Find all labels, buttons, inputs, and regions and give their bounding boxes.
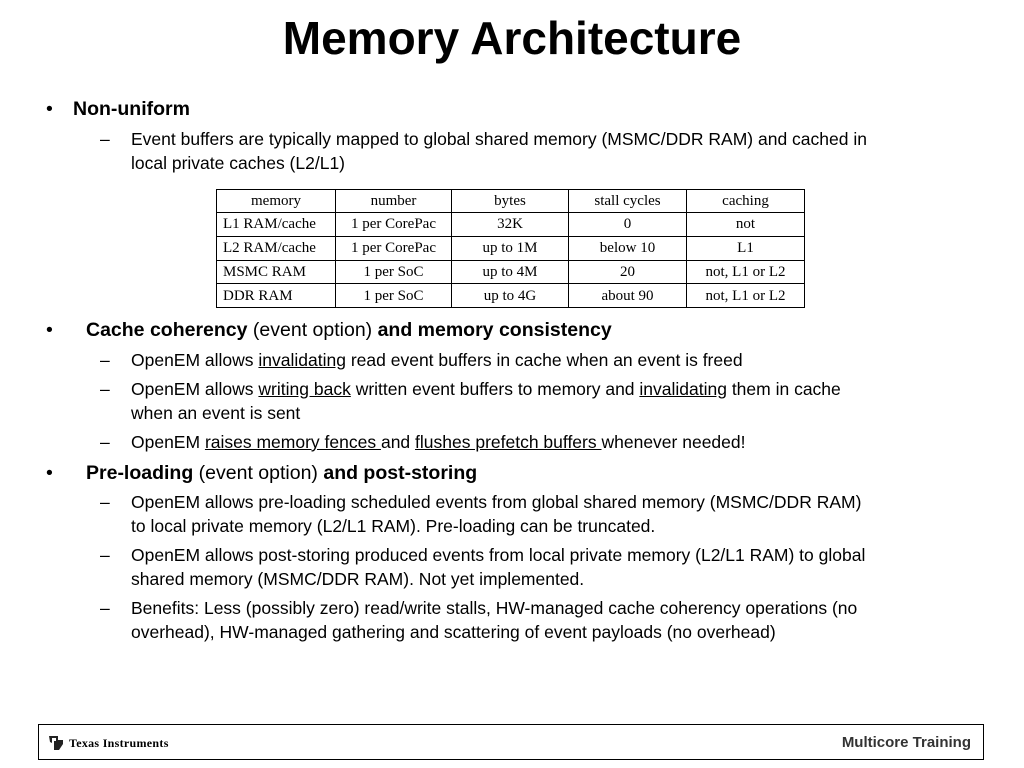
table-cell: up to 1M [452, 236, 569, 260]
memory-table [216, 189, 805, 308]
footer-bar [38, 724, 984, 760]
dash-marker: – [100, 492, 110, 512]
table-cell: 32K [452, 213, 569, 237]
table-header-cell: number [336, 190, 452, 213]
bullet-heading: Non-uniform [73, 98, 190, 120]
table-cell: up to 4M [452, 260, 569, 284]
underlined-term: flushes prefetch buffers [415, 432, 602, 452]
table-header-cell: stall cycles [569, 190, 687, 213]
sub-bullet-line: to local private memory (L2/L1 RAM). Pre-loading can be truncated. [131, 516, 656, 536]
table-cell: 1 per SoC [336, 284, 452, 308]
bullet-heading-bold: and post-storing [323, 462, 478, 484]
table-cell: L2 RAM/cache [217, 236, 336, 260]
ti-logo-icon [47, 734, 65, 752]
table-header-cell: bytes [452, 190, 569, 213]
dash-marker: – [100, 379, 110, 399]
table-cell: MSMC RAM [217, 260, 336, 284]
text-run: them in cache [726, 379, 841, 399]
underlined-term: writing back [258, 379, 351, 399]
bullet-marker: • [46, 319, 53, 341]
dash-marker: – [100, 545, 110, 565]
table-header-cell: memory [217, 190, 336, 213]
sub-bullet-line: local private caches (L2/L1) [131, 153, 345, 173]
underlined-term: raises memory fences [204, 432, 381, 452]
bullet-heading-normal: (event option) [247, 319, 378, 341]
underlined-term: invalidating [639, 379, 727, 399]
bullet-marker: • [46, 462, 53, 484]
footer-label: Multicore Training [841, 734, 971, 751]
table-cell: not [687, 213, 805, 237]
text-run: OpenEM allows [131, 350, 259, 370]
text-run: written event buffers to memory and [350, 379, 640, 399]
table-cell: about 90 [569, 284, 687, 308]
dash-marker: – [100, 129, 110, 149]
bullet-heading-bold: Cache coherency [86, 319, 248, 341]
table-cell: 1 per CorePac [336, 213, 452, 237]
table-cell: 20 [569, 260, 687, 284]
table-cell: not, L1 or L2 [687, 284, 805, 308]
table-row [217, 284, 805, 308]
table-cell: up to 4G [452, 284, 569, 308]
table-header-row [217, 190, 805, 213]
sub-bullet-line: Benefits: Less (possibly zero) read/write stalls, HW-managed cache coherency operations (no [131, 598, 858, 618]
table-cell: 1 per SoC [336, 260, 452, 284]
dash-marker: – [100, 598, 110, 618]
bullet-heading-normal: (event option) [193, 462, 324, 484]
table-header-cell: caching [687, 190, 805, 213]
dash-marker: – [100, 432, 110, 452]
table-row [217, 236, 805, 260]
underlined-term: invalidating [258, 350, 346, 370]
sub-bullet-line: when an event is sent [131, 403, 301, 423]
dash-marker: – [100, 350, 110, 370]
sub-bullet-line: OpenEM allows pre-loading scheduled events from global shared memory (MSMC/DDR RAM) [131, 492, 862, 512]
table-row [217, 260, 805, 284]
company-name: Texas Instruments [69, 736, 169, 750]
text-run: OpenEM [131, 432, 205, 452]
sub-bullet-line: shared memory (MSMC/DDR RAM). Not yet implemented. [131, 569, 585, 589]
table-cell: L1 [687, 236, 805, 260]
sub-bullet-line: overhead), HW-managed gathering and scattering of event payloads (no overhead) [131, 622, 776, 642]
text-run: and [380, 432, 416, 452]
text-run: OpenEM allows [131, 379, 259, 399]
table-cell: below 10 [569, 236, 687, 260]
table-cell: L1 RAM/cache [217, 213, 336, 237]
text-run: whenever needed! [601, 432, 746, 452]
table-cell: 0 [569, 213, 687, 237]
sub-bullet-line: Event buffers are typically mapped to global shared memory (MSMC/DDR RAM) and cached in [131, 129, 867, 149]
table-cell: not, L1 or L2 [687, 260, 805, 284]
table-cell: DDR RAM [217, 284, 336, 308]
bullet-marker: • [46, 98, 53, 120]
text-run: read event buffers in cache when an event is freed [345, 350, 743, 370]
slide-title: Memory Architecture [282, 12, 742, 64]
bullet-heading-bold: and memory consistency [377, 319, 612, 341]
sub-bullet-line: OpenEM allows post-storing produced events from local private memory (L2/L1 RAM) to global [131, 545, 866, 565]
bullet-heading-bold: Pre-loading [86, 462, 194, 484]
table-cell: 1 per CorePac [336, 236, 452, 260]
table-row [217, 213, 805, 237]
